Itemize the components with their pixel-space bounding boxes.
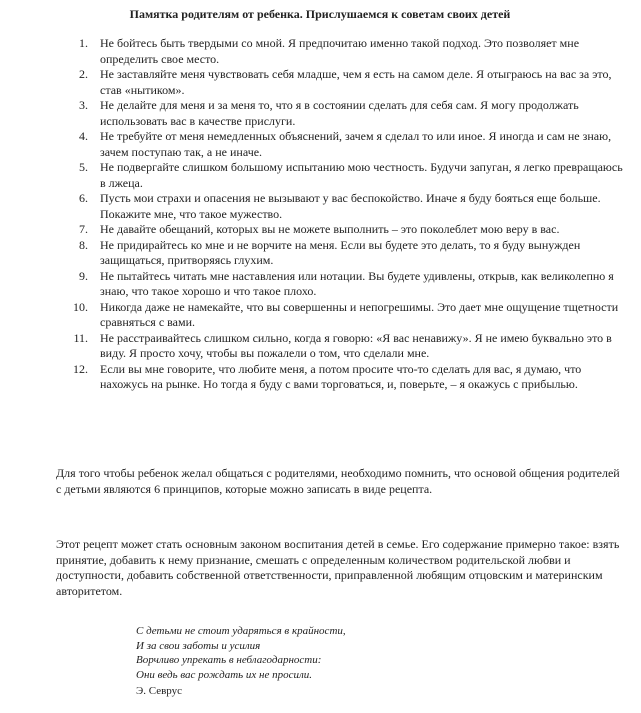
list-item-text: Не требуйте от меня немедленных объяснений, зачем я сделал то или иное. Я иногда и сам не знаю, зачем поступаю так, а не иначе. [100, 129, 612, 159]
list-item-text: Не придирайтесь ко мне и не ворчите на меня. Если вы будете это делать, то я буду вынужден защищаться, притворяясь глухим. [100, 237, 581, 267]
list-item-text: Не давайте обещаний, которых вы не можете выполнить – это поколеблет мою веру в вас. [100, 222, 560, 236]
list-item [68, 36, 628, 67]
list-item [68, 331, 628, 362]
list-item-text: Если вы мне говорите, что любите меня, а потом просите что-то сделать для вас, я думаю, что нахожусь на рынке. Но тогда я буду с вами торговаться, и, поверьте, – я окажусь с прибылью. [100, 361, 582, 391]
list-number: 9. [79, 268, 88, 283]
list-item-text: Пусть мои страхи и опасения не вызывают у вас беспокойство. Иначе я буду бояться еще больше. Покажите мне, что такое мужество. [100, 191, 601, 221]
list-item [68, 269, 628, 300]
list-item-text: Никогда даже не намекайте, что вы совершенны и непогрешимы. Это дает мне ощущение тщетности сравняться с вами. [100, 299, 619, 329]
list-item-text: Не делайте для меня и за меня то, что я в состоянии сделать для себя сам. Я могу продолжать использовать вас в качестве прислуги. [100, 98, 579, 128]
document-title: Памятка родителям от ребенка. Прислушаемся к советам своих детей [129, 7, 511, 21]
list-item [68, 300, 628, 331]
poem-line: И за свои заботы и усилия [136, 639, 261, 652]
list-item [68, 222, 628, 238]
list-item [68, 98, 628, 129]
list-number: 1. [79, 36, 88, 50]
list-number: 3. [79, 98, 88, 112]
list-number: 12. [73, 361, 88, 376]
list-number: 8. [79, 237, 88, 252]
list-item [68, 67, 628, 98]
list-item-text: Не бойтесь быть твердыми со мной. Я предпочитаю именно такой подход. Это позволяет мне определить свое место. [100, 36, 580, 66]
list-number: 5. [79, 160, 88, 174]
poem-author: Э. Севрус [136, 685, 183, 697]
list-item-text: Не расстраивайтесь слишком сильно, когда я говорю: «Я вас ненавижу». Я не имею буквально это в виду. Я просто хочу, чтобы вы пожалели о том, что сделали мне. [100, 330, 612, 360]
list-number: 7. [79, 222, 88, 236]
list-item-text: Не пытайтесь читать мне наставления или нотации. Вы будете удивлены, открыв, как великолепно я знаю, что такое хорошо и что такое плохо. [100, 268, 614, 298]
list-item-text: Не заставляйте меня чувствовать себя младше, чем я есть на самом деле. Я отыграюсь на вас за это, став «нытиком». [100, 67, 612, 97]
poem-line: Они ведь вас рождать их не просили. [136, 668, 313, 681]
rules-list [68, 36, 628, 393]
list-item [68, 160, 628, 191]
list-number: 10. [73, 299, 88, 314]
list-number: 4. [79, 129, 88, 143]
list-item [68, 129, 628, 160]
poem-line: Ворчливо упрекать в неблагодарности: [136, 654, 322, 666]
poem-line: С детьми не стоит ударяться в крайности, [136, 625, 346, 637]
list-item [68, 362, 628, 393]
principles-paragraph: Для того чтобы ребенок желал общаться с родителями, необходимо помнить, что основой общения родителей с детьми являются 6 принципов, которые можно записать в виде рецепта. [56, 466, 620, 496]
list-number: 11. [73, 330, 88, 345]
list-number: 6. [79, 191, 88, 205]
list-number: 2. [79, 67, 88, 81]
list-item [68, 191, 628, 222]
poem [136, 624, 346, 682]
list-item [68, 238, 628, 269]
recipe-paragraph: Этот рецепт может стать основным законом воспитания детей в семье. Его содержание примерно такое: взять принятие, добавить к нему признание, смешать с определенным количеством родительской любви и доступности, добавить собственной ответственности, приправленной любящим отцовским и материнским авторитетом. [56, 537, 620, 598]
list-item-text: Не подвергайте слишком большому испытанию мою честность. Будучи запуган, я легко превращаюсь в лжеца. [100, 160, 623, 190]
